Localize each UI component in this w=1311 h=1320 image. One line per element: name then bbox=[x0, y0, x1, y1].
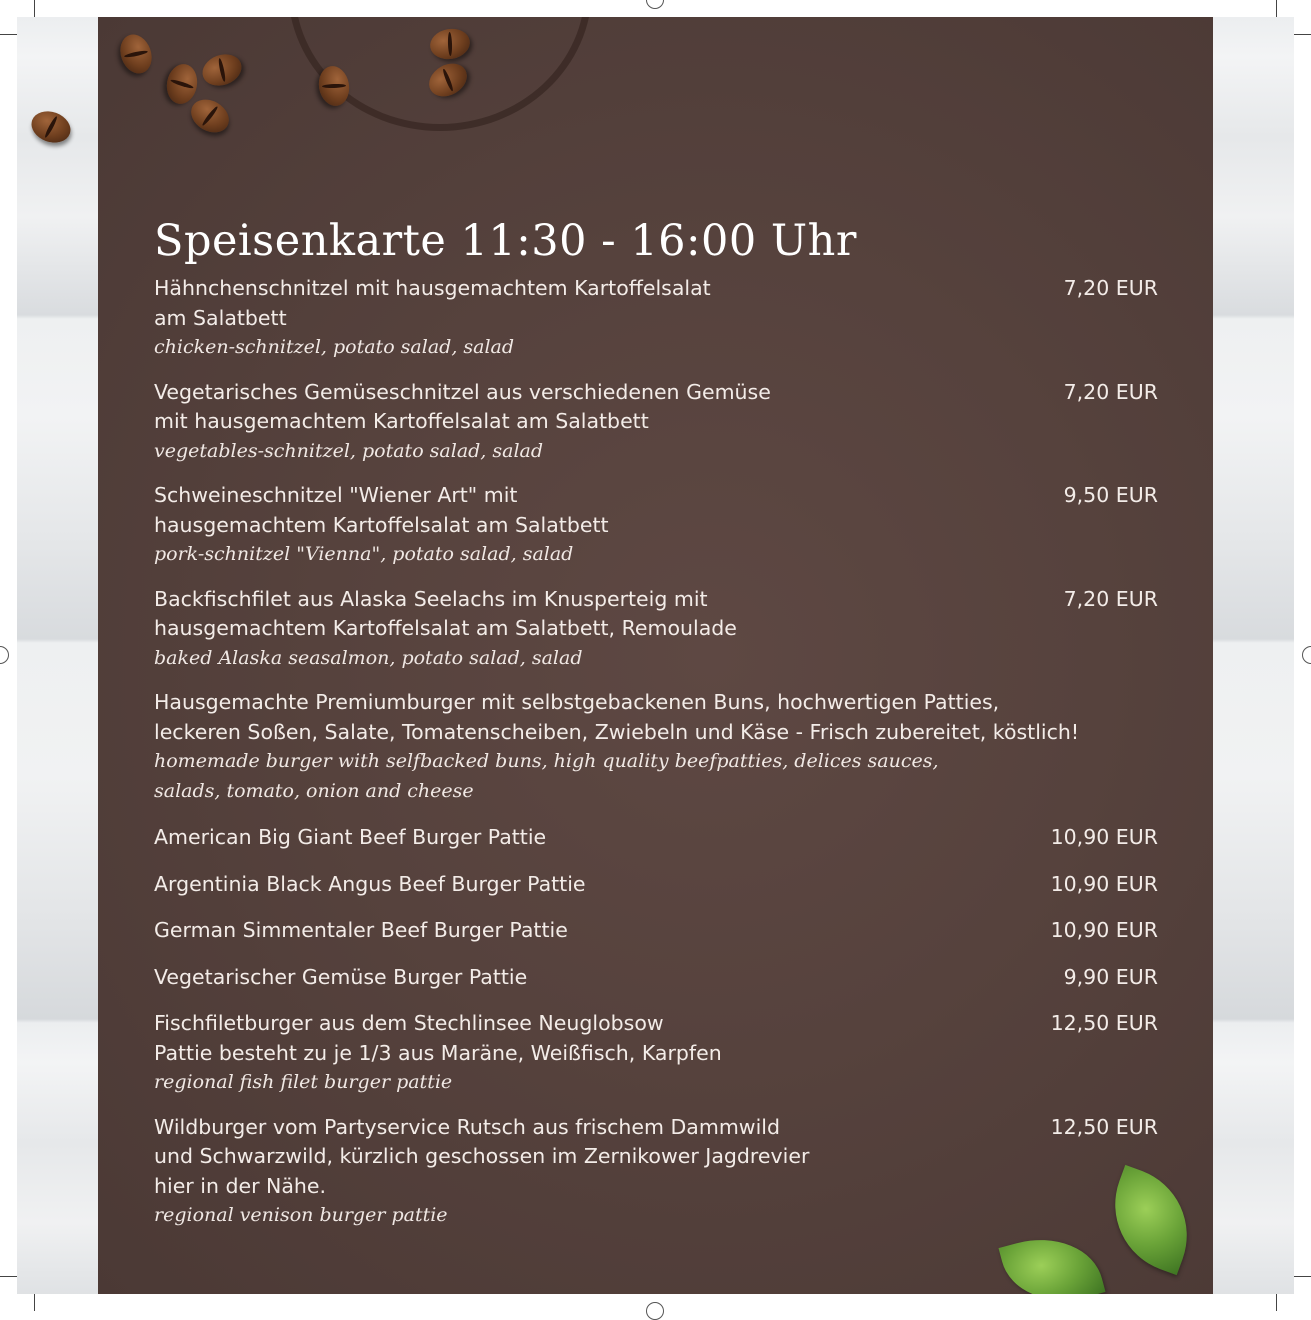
menu-item-description: hausgemachtem Kartoffelsalat am Salatbett bbox=[154, 512, 609, 537]
crop-mark bbox=[1276, 0, 1277, 17]
menu-item-description: Hausgemachte Premiumburger mit selbstgebackenen Buns, hochwertigen Patties, bbox=[154, 690, 1000, 714]
menu-item-english: chicken-schnitzel, potato salad, salad bbox=[154, 336, 515, 358]
crop-mark bbox=[0, 1276, 17, 1277]
menu-item-price: 7,20 EUR bbox=[1063, 379, 1158, 404]
menu-item-description: Wildburger vom Partyservice Rutsch aus frischem Dammwild bbox=[154, 1114, 780, 1139]
coffee-bean-icon bbox=[198, 49, 246, 91]
menu-item-price: 10,90 EUR bbox=[1050, 918, 1158, 942]
menu-item-description: Vegetarischer Gemüse Burger Pattie bbox=[154, 964, 528, 989]
menu-item-description: hausgemachtem Kartoffelsalat am Salatbett, Remoulade bbox=[154, 616, 737, 640]
menu-item bbox=[154, 1113, 1158, 1231]
menu-item-price: 12,50 EUR bbox=[1050, 1114, 1158, 1139]
menu-item bbox=[154, 870, 1158, 900]
menu-item bbox=[154, 585, 1158, 674]
crop-mark bbox=[1294, 34, 1311, 35]
menu-item bbox=[154, 1009, 1158, 1098]
registration-mark bbox=[0, 646, 9, 664]
coffee-bean-icon bbox=[185, 93, 235, 139]
menu-item-english: homemade burger with selfbacked buns, high quality beefpatties, delices sauces, bbox=[154, 750, 939, 772]
menu-item-price: 10,90 EUR bbox=[1050, 871, 1158, 896]
menu-content bbox=[154, 212, 1158, 1231]
menu-item-description: Argentinia Black Angus Beef Burger Pattie bbox=[154, 871, 586, 896]
menu-item-description: Schweineschnitzel "Wiener Art" mit bbox=[154, 483, 518, 507]
menu-item-english: pork-schnitzel "Vienna", potato salad, salad bbox=[154, 543, 574, 565]
menu-item-price: 12,50 EUR bbox=[1050, 1011, 1158, 1035]
coffee-bean-icon bbox=[164, 62, 200, 107]
menu-item bbox=[154, 963, 1158, 993]
menu-item-description: Fischfiletburger aus dem Stechlinsee Neuglobsow bbox=[154, 1011, 664, 1035]
menu-item-price: 10,90 EUR bbox=[1050, 825, 1158, 849]
crop-mark bbox=[1294, 1276, 1311, 1277]
menu-item-description: Backfischfilet aus Alaska Seelachs im Knusperteig mit bbox=[154, 586, 708, 611]
menu-item-english: baked Alaska seasalmon, potato salad, salad bbox=[154, 646, 583, 669]
menu-item-price: 9,50 EUR bbox=[1063, 483, 1158, 507]
menu-item-description: Hähnchenschnitzel mit hausgemachtem Kartoffelsalat bbox=[154, 276, 711, 300]
menu-item-description: leckeren Soßen, Salate, Tomatenscheiben, Zwiebeln und Käse - Frisch zubereitet, köstlich! bbox=[154, 719, 1080, 744]
menu-item-price: 9,90 EUR bbox=[1063, 964, 1158, 989]
menu-item-english: vegetables-schnitzel, potato salad, salad bbox=[154, 439, 544, 462]
crop-mark bbox=[34, 0, 35, 17]
menu-item-price: 7,20 EUR bbox=[1063, 586, 1158, 611]
crop-mark bbox=[0, 34, 17, 35]
menu-item bbox=[154, 916, 1158, 946]
menu-item-english: regional fish filet burger pattie bbox=[154, 1071, 453, 1093]
menu-item bbox=[154, 481, 1158, 570]
menu-item bbox=[154, 274, 1158, 363]
page-title: Speisenkarte 11:30 - 16:00 Uhr bbox=[154, 216, 857, 266]
menu-item-english: salads, tomato, onion and cheese bbox=[154, 779, 474, 802]
menu-item-description: Pattie besteht zu je 1/3 aus Maräne, Weißfisch, Karpfen bbox=[154, 1040, 722, 1065]
menu-item bbox=[154, 823, 1158, 853]
coffee-bean-icon bbox=[115, 30, 157, 78]
menu-item-description: mit hausgemachtem Kartoffelsalat am Salatbett bbox=[154, 409, 649, 433]
registration-mark bbox=[646, 1302, 664, 1320]
menu-item bbox=[154, 688, 1158, 806]
menu-item-english: regional venison burger pattie bbox=[154, 1204, 448, 1226]
crop-mark bbox=[34, 1294, 35, 1311]
menu-item-list bbox=[154, 274, 1158, 1231]
menu-item-description: hier in der Nähe. bbox=[154, 1173, 327, 1198]
menu-item-description: und Schwarzwild, kürzlich geschossen im Zernikower Jagdrevier bbox=[154, 1144, 810, 1168]
menu-item-description: am Salatbett bbox=[154, 305, 287, 330]
menu-item-price: 7,20 EUR bbox=[1063, 276, 1158, 300]
menu-item-description: American Big Giant Beef Burger Pattie bbox=[154, 825, 547, 849]
registration-mark bbox=[1302, 646, 1311, 664]
mint-leaf-icon bbox=[999, 1224, 1106, 1294]
menu-item-description: Vegetarisches Gemüseschnitzel aus verschiedenen Gemüse bbox=[154, 379, 771, 404]
crop-mark bbox=[1276, 1294, 1277, 1311]
menu-item bbox=[154, 378, 1158, 467]
menu-item-description: German Simmentaler Beef Burger Pattie bbox=[154, 918, 568, 942]
registration-mark bbox=[646, 0, 664, 9]
